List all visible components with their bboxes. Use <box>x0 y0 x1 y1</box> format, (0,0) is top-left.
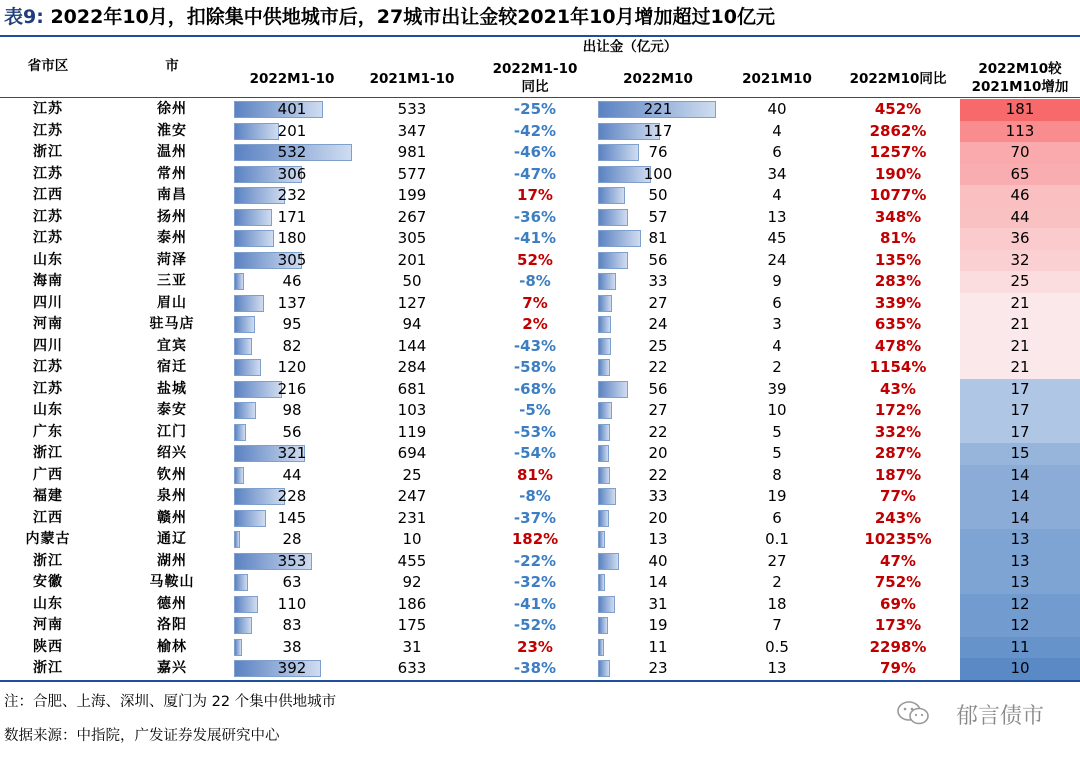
cell-2021m10: 6 <box>772 293 782 312</box>
cell-2022m1-10: 120 <box>277 358 307 376</box>
header-province: 省市区 <box>27 58 69 74</box>
cell-2021m10: 3 <box>772 315 782 333</box>
cell-2021m1-10: 175 <box>397 616 427 634</box>
cell-yoy-m10: 135% <box>874 250 922 269</box>
cell-increase: 11 <box>1010 637 1030 656</box>
cell-increase: 21 <box>1010 315 1030 333</box>
table-row <box>0 637 1080 659</box>
cell-yoy-m10: 1154% <box>869 358 927 376</box>
cell-2021m1-10: 455 <box>397 551 427 570</box>
cell-yoy-1-10: 52% <box>517 250 553 269</box>
cell-increase: 10 <box>1010 659 1030 677</box>
cell-2021m10: 5 <box>772 422 782 441</box>
header-yoy-m10: 2022M10同比 <box>849 71 947 87</box>
table-row <box>0 142 1080 164</box>
cell-2022m10: 13 <box>648 530 668 548</box>
cell-2022m10: 33 <box>648 272 668 290</box>
cell-yoy-m10: 1257% <box>869 143 927 161</box>
cell-2021m10: 4 <box>772 336 782 355</box>
table-row <box>0 529 1080 551</box>
cell-increase: 21 <box>1010 358 1030 376</box>
table-row <box>0 250 1080 272</box>
cell-2021m1-10: 681 <box>397 379 427 398</box>
cell-2022m10: 117 <box>643 121 673 140</box>
cell-2022m1-10: 321 <box>277 444 307 462</box>
cell-2021m1-10: 201 <box>397 250 427 269</box>
table-row <box>0 336 1080 358</box>
cell-city: 眉山 <box>157 294 187 311</box>
cell-2021m10: 27 <box>767 551 787 570</box>
table-row <box>0 422 1080 444</box>
cell-yoy-m10: 81% <box>880 229 916 247</box>
cell-province: 陕西 <box>33 638 63 655</box>
cell-increase: 65 <box>1010 164 1030 183</box>
cell-2021m1-10: 284 <box>397 358 427 376</box>
cell-province: 山东 <box>33 251 63 268</box>
cell-2022m1-10: 44 <box>282 465 302 484</box>
cell-2021m10: 34 <box>767 164 787 183</box>
cell-yoy-1-10: -37% <box>513 508 557 527</box>
cell-city: 钦州 <box>157 466 187 483</box>
cell-2021m10: 13 <box>767 659 787 677</box>
cell-yoy-m10: 635% <box>874 315 922 333</box>
cell-province: 江苏 <box>33 230 63 246</box>
cell-2021m1-10: 267 <box>397 207 427 226</box>
cell-province: 江西 <box>33 509 63 526</box>
cell-2022m1-10: 305 <box>277 250 307 269</box>
cell-city: 温州 <box>157 144 187 160</box>
cell-province: 江苏 <box>33 165 63 182</box>
cell-2022m10: 24 <box>648 315 668 333</box>
cell-2021m10: 4 <box>772 121 782 140</box>
cell-2022m1-10: 401 <box>277 100 307 118</box>
cell-city: 泰安 <box>157 402 187 418</box>
header-2021m1-10: 2021M1-10 <box>369 71 455 87</box>
cell-2022m10: 11 <box>648 637 668 656</box>
cell-2021m10: 7 <box>772 616 782 634</box>
cell-2021m1-10: 577 <box>397 164 427 183</box>
cell-yoy-1-10: -8% <box>519 487 551 505</box>
cell-2021m10: 10 <box>767 401 787 419</box>
bottom-rule <box>0 680 1080 682</box>
cell-yoy-m10: 283% <box>874 272 922 290</box>
cell-2021m1-10: 247 <box>397 487 427 505</box>
cell-2022m10: 81 <box>648 229 668 247</box>
cell-2021m10: 40 <box>767 100 787 118</box>
cell-yoy-m10: 243% <box>874 508 922 527</box>
header-group: 出让金（亿元） <box>582 39 678 55</box>
cell-increase: 17 <box>1010 422 1030 441</box>
cell-2022m1-10: 171 <box>277 207 307 226</box>
table-row <box>0 400 1080 422</box>
cell-2021m1-10: 231 <box>397 508 427 527</box>
cell-city: 绍兴 <box>157 445 187 461</box>
cell-increase: 36 <box>1010 229 1030 247</box>
cell-city: 泰州 <box>157 230 187 246</box>
table-row <box>0 572 1080 594</box>
cell-2022m1-10: 38 <box>282 637 302 656</box>
cell-increase: 13 <box>1010 551 1030 570</box>
cell-yoy-m10: 478% <box>874 336 922 355</box>
cell-2022m1-10: 306 <box>277 164 307 183</box>
cell-yoy-1-10: -52% <box>513 616 557 634</box>
cell-province: 广东 <box>33 423 63 440</box>
cell-2021m1-10: 119 <box>397 422 427 441</box>
cell-2021m10: 45 <box>767 229 787 247</box>
cell-2022m10: 22 <box>648 422 668 441</box>
cell-2022m10: 23 <box>648 659 668 677</box>
cell-2021m10: 0.1 <box>765 530 789 548</box>
cell-increase: 32 <box>1010 250 1030 269</box>
header-city: 市 <box>165 58 179 74</box>
cell-2022m10: 31 <box>648 594 668 613</box>
data-source: 数据来源：中指院，广发证券发展研究中心 <box>4 728 280 744</box>
cell-2022m1-10: 56 <box>282 422 302 441</box>
cell-2021m10: 2 <box>772 573 782 591</box>
cell-yoy-m10: 77% <box>880 487 916 505</box>
cell-2021m1-10: 144 <box>397 336 427 355</box>
cell-province: 河南 <box>33 617 63 633</box>
cell-city: 赣州 <box>157 509 187 526</box>
cell-2022m1-10: 63 <box>282 573 302 591</box>
cell-2021m1-10: 10 <box>402 530 422 548</box>
cell-2021m10: 2 <box>772 358 782 376</box>
header-rule <box>0 97 1080 98</box>
cell-yoy-m10: 10235% <box>864 530 932 548</box>
table-row <box>0 379 1080 401</box>
cell-2022m1-10: 216 <box>277 379 307 398</box>
table-row <box>0 185 1080 207</box>
cell-yoy-m10: 2298% <box>869 637 927 656</box>
cell-yoy-m10: 47% <box>880 551 916 570</box>
cell-yoy-1-10: 23% <box>517 637 553 656</box>
cell-city: 常州 <box>157 165 187 182</box>
table-row <box>0 465 1080 487</box>
cell-city: 驻马店 <box>149 316 195 332</box>
header-yoy-1-10-line1: 2022M1-10 <box>492 61 578 77</box>
cell-province: 江苏 <box>33 380 63 397</box>
table-row <box>0 121 1080 143</box>
cell-yoy-m10: 187% <box>874 465 922 484</box>
cell-yoy-1-10: -41% <box>513 229 557 247</box>
cell-2021m10: 4 <box>772 186 782 204</box>
cell-2021m10: 5 <box>772 444 782 462</box>
cell-2022m10: 40 <box>648 551 668 570</box>
cell-yoy-1-10: -43% <box>513 336 557 355</box>
cell-yoy-m10: 69% <box>880 594 916 613</box>
cell-increase: 44 <box>1010 207 1030 226</box>
header-increase-line2: 2021M10增加 <box>971 79 1069 95</box>
table-row <box>0 293 1080 315</box>
cell-province: 江苏 <box>33 122 63 139</box>
cell-city: 宜宾 <box>157 337 187 354</box>
header-yoy-1-10-line2: 同比 <box>521 79 549 95</box>
table-title-text: 2022年10月，扣除集中供地城市后，27城市出让金较2021年10月增加超过10亿元 <box>50 6 775 28</box>
table-row <box>0 271 1080 293</box>
cell-2022m10: 50 <box>648 186 668 204</box>
cell-yoy-m10: 173% <box>874 616 922 634</box>
cell-increase: 113 <box>1005 121 1035 140</box>
cell-city: 嘉兴 <box>157 660 187 676</box>
cell-province: 江西 <box>33 187 63 203</box>
cell-2021m1-10: 50 <box>402 272 422 290</box>
cell-2021m10: 13 <box>767 207 787 226</box>
cell-2022m10: 100 <box>643 164 673 183</box>
cell-yoy-m10: 452% <box>874 100 922 118</box>
cell-increase: 13 <box>1010 530 1030 548</box>
cell-2021m1-10: 981 <box>397 143 427 161</box>
cell-province: 海南 <box>33 273 63 289</box>
cell-2022m1-10: 145 <box>277 508 307 527</box>
cell-2022m1-10: 28 <box>282 530 302 548</box>
cell-2021m10: 24 <box>767 250 787 269</box>
header-increase-line1: 2022M10较 <box>978 61 1062 77</box>
table-row <box>0 658 1080 680</box>
cell-province: 浙江 <box>33 445 63 461</box>
cell-yoy-1-10: -8% <box>519 272 551 290</box>
cell-province: 安徽 <box>33 574 63 590</box>
table-row <box>0 486 1080 508</box>
cell-yoy-m10: 190% <box>874 164 922 183</box>
cell-increase: 21 <box>1010 336 1030 355</box>
cell-increase: 15 <box>1010 444 1030 462</box>
cell-increase: 70 <box>1010 143 1030 161</box>
table-row <box>0 551 1080 573</box>
table-row <box>0 594 1080 616</box>
cell-yoy-m10: 79% <box>880 659 916 677</box>
table-row <box>0 228 1080 250</box>
cell-2022m10: 22 <box>648 465 668 484</box>
cell-2022m1-10: 228 <box>277 487 307 505</box>
cell-2022m10: 33 <box>648 487 668 505</box>
cell-city: 菏泽 <box>157 251 187 268</box>
cell-province: 四川 <box>33 337 63 354</box>
table-row <box>0 357 1080 379</box>
table-row <box>0 443 1080 465</box>
cell-increase: 17 <box>1010 379 1030 398</box>
cell-increase: 13 <box>1010 573 1030 591</box>
cell-2022m1-10: 83 <box>282 616 302 634</box>
cell-increase: 21 <box>1010 293 1030 312</box>
cell-increase: 46 <box>1010 186 1030 204</box>
cell-2021m1-10: 186 <box>397 594 427 613</box>
cell-2022m1-10: 137 <box>277 293 307 312</box>
cell-2022m10: 14 <box>648 573 668 591</box>
cell-city: 徐州 <box>157 101 187 117</box>
cell-province: 山东 <box>33 402 63 418</box>
cell-2021m10: 8 <box>772 465 782 484</box>
cell-2021m1-10: 25 <box>402 465 422 484</box>
cell-increase: 14 <box>1010 465 1030 484</box>
cell-2021m1-10: 347 <box>397 121 427 140</box>
cell-2021m10: 18 <box>767 594 787 613</box>
cell-province: 内蒙古 <box>25 531 71 547</box>
cell-2022m1-10: 46 <box>282 272 302 290</box>
cell-increase: 12 <box>1010 594 1030 613</box>
cell-2022m10: 56 <box>648 250 668 269</box>
cell-city: 盐城 <box>157 380 187 397</box>
header-2022m10: 2022M10 <box>623 71 693 87</box>
cell-yoy-m10: 287% <box>874 444 922 462</box>
cell-2021m1-10: 199 <box>397 186 427 204</box>
cell-city: 德州 <box>157 595 187 612</box>
table-row <box>0 207 1080 229</box>
cell-2021m1-10: 94 <box>402 315 422 333</box>
cell-2022m1-10: 180 <box>277 229 307 247</box>
cell-province: 广西 <box>33 466 63 483</box>
cell-yoy-1-10: 7% <box>522 293 548 312</box>
cell-province: 江苏 <box>33 208 63 225</box>
cell-increase: 14 <box>1010 508 1030 527</box>
cell-yoy-1-10: -38% <box>513 659 557 677</box>
cell-2021m1-10: 103 <box>397 401 427 419</box>
cell-2022m10: 27 <box>648 293 668 312</box>
cell-yoy-1-10: -68% <box>513 379 557 398</box>
cell-2022m1-10: 232 <box>277 186 307 204</box>
cell-2022m10: 27 <box>648 401 668 419</box>
cell-2021m10: 6 <box>772 143 782 161</box>
table-title <box>4 2 775 32</box>
cell-2022m10: 56 <box>648 379 668 398</box>
cell-2021m10: 39 <box>767 379 787 398</box>
cell-2021m1-10: 694 <box>397 444 427 462</box>
cell-2021m1-10: 305 <box>397 229 427 247</box>
cell-yoy-1-10: -5% <box>519 401 551 419</box>
cell-2022m1-10: 110 <box>277 594 307 613</box>
cell-yoy-1-10: 2% <box>522 315 548 333</box>
cell-2022m1-10: 82 <box>282 336 302 355</box>
cell-yoy-1-10: -58% <box>513 358 557 376</box>
cell-2022m10: 20 <box>648 508 668 527</box>
cell-province: 山东 <box>33 595 63 612</box>
cell-yoy-m10: 339% <box>874 293 922 312</box>
cell-yoy-m10: 2862% <box>869 121 927 140</box>
cell-province: 浙江 <box>33 660 63 676</box>
cell-2021m1-10: 533 <box>397 100 427 118</box>
cell-2022m10: 25 <box>648 336 668 355</box>
cell-city: 通辽 <box>157 531 187 547</box>
cell-province: 浙江 <box>33 144 63 160</box>
cell-yoy-m10: 172% <box>874 401 922 419</box>
cell-increase: 17 <box>1010 401 1030 419</box>
cell-increase: 25 <box>1010 272 1030 290</box>
cell-2021m1-10: 31 <box>402 637 422 656</box>
cell-yoy-1-10: -42% <box>513 121 557 140</box>
cell-city: 宿迁 <box>157 359 187 375</box>
top-rule <box>0 35 1080 37</box>
cell-2022m10: 57 <box>648 207 668 226</box>
table-row <box>0 508 1080 530</box>
cell-yoy-m10: 752% <box>874 573 922 591</box>
cell-yoy-m10: 43% <box>880 379 916 398</box>
footnote: 注：合肥、上海、深圳、厦门为 22 个集中供地城市 <box>4 694 337 710</box>
cell-yoy-m10: 348% <box>874 207 922 226</box>
cell-yoy-1-10: -36% <box>513 207 557 226</box>
cell-yoy-1-10: -22% <box>513 551 557 570</box>
cell-increase: 14 <box>1010 487 1030 505</box>
table-row <box>0 314 1080 336</box>
cell-city: 淮安 <box>157 122 187 139</box>
cell-province: 江苏 <box>33 359 63 375</box>
cell-yoy-1-10: -47% <box>513 164 557 183</box>
cell-city: 扬州 <box>157 208 187 225</box>
cell-yoy-m10: 1077% <box>869 186 927 204</box>
cell-province: 浙江 <box>33 552 63 569</box>
cell-2022m1-10: 353 <box>277 551 307 570</box>
cell-yoy-1-10: 81% <box>517 465 553 484</box>
cell-2022m1-10: 532 <box>277 143 307 161</box>
cell-increase: 181 <box>1005 100 1035 118</box>
cell-increase: 12 <box>1010 616 1030 634</box>
cell-2022m10: 19 <box>648 616 668 634</box>
table-row <box>0 164 1080 186</box>
cell-province: 福建 <box>33 488 63 504</box>
cell-2022m10: 76 <box>648 143 668 161</box>
table-row <box>0 615 1080 637</box>
cell-2022m1-10: 201 <box>277 121 307 140</box>
watermark-text: 郁言债市 <box>955 704 1044 729</box>
cell-city: 江门 <box>157 423 187 440</box>
cell-2021m1-10: 127 <box>397 293 427 312</box>
cell-province: 江苏 <box>33 101 63 117</box>
cell-city: 南昌 <box>157 187 187 203</box>
cell-2021m10: 19 <box>767 487 787 505</box>
cell-city: 榆林 <box>157 638 187 655</box>
cell-yoy-1-10: -53% <box>513 422 557 441</box>
cell-2022m10: 22 <box>648 358 668 376</box>
cell-2022m1-10: 98 <box>282 401 302 419</box>
cell-2021m10: 6 <box>772 508 782 527</box>
cell-yoy-1-10: -54% <box>513 444 557 462</box>
cell-yoy-1-10: -41% <box>513 594 557 613</box>
cell-2022m10: 20 <box>648 444 668 462</box>
cell-yoy-m10: 332% <box>874 422 922 441</box>
cell-city: 泉州 <box>157 488 187 504</box>
cell-2022m1-10: 95 <box>282 315 302 333</box>
cell-2022m1-10: 392 <box>277 659 307 677</box>
cell-city: 三亚 <box>157 273 187 289</box>
table-number: 表9: <box>4 6 44 28</box>
cell-2021m1-10: 92 <box>402 573 422 591</box>
wechat-icon <box>896 700 930 726</box>
header-2022m1-10: 2022M1-10 <box>249 71 335 87</box>
cell-city: 洛阳 <box>157 617 187 633</box>
cell-2021m10: 0.5 <box>765 637 789 656</box>
cell-yoy-1-10: 182% <box>511 530 559 548</box>
cell-yoy-1-10: -46% <box>513 143 557 161</box>
cell-yoy-1-10: -25% <box>513 100 557 118</box>
cell-2021m1-10: 633 <box>397 659 427 677</box>
cell-yoy-1-10: 17% <box>517 186 553 204</box>
cell-city: 马鞍山 <box>149 574 195 590</box>
cell-city: 湖州 <box>157 552 187 569</box>
cell-2021m10: 9 <box>772 272 782 290</box>
table-row <box>0 99 1080 121</box>
header-2021m10: 2021M10 <box>742 71 812 87</box>
cell-province: 河南 <box>33 316 63 332</box>
cell-2022m10: 221 <box>643 100 673 118</box>
cell-province: 四川 <box>33 294 63 311</box>
cell-yoy-1-10: -32% <box>513 573 557 591</box>
